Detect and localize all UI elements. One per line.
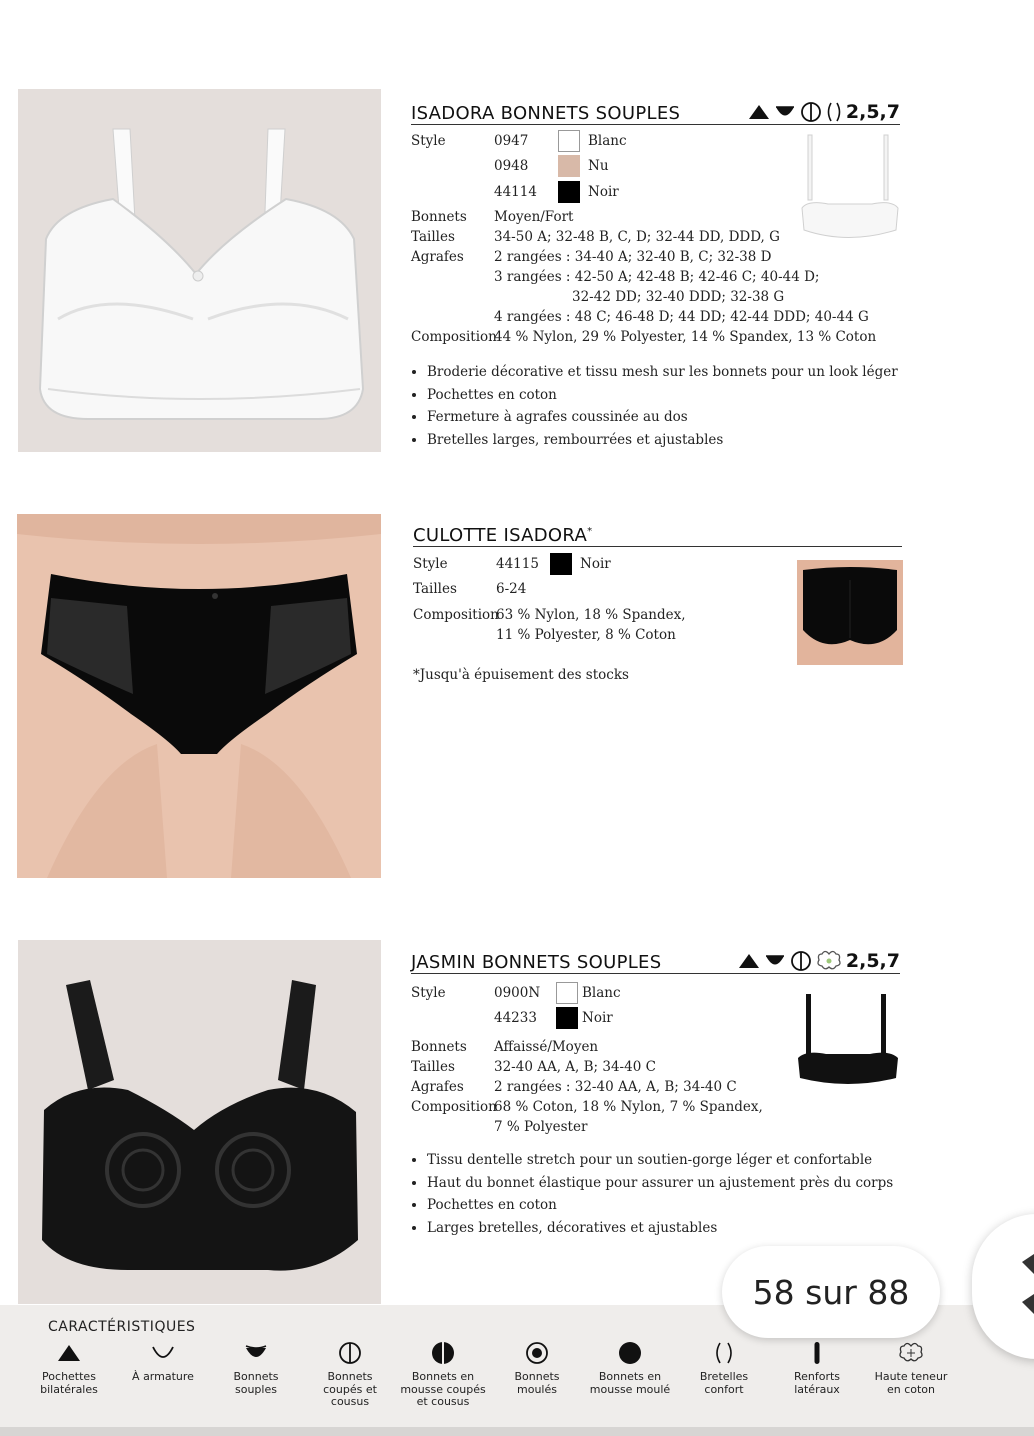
product-thumbnail-back (797, 560, 903, 665)
feature-list (411, 1149, 907, 1239)
style-code: 0900N (494, 984, 541, 1001)
list-item: • Pochettes en coton (427, 1194, 907, 1217)
footnote: *Jusqu'à épuisement des stocks (413, 666, 629, 683)
product-photo-jasmin-bra (18, 940, 381, 1304)
spec-row (411, 1097, 791, 1117)
foam-molded-cup-icon (617, 1341, 643, 1365)
style-code: 0948 (494, 158, 529, 175)
spec-value: 32-42 DD; 32-40 DDD; 32-38 G (572, 288, 785, 305)
spec-row (413, 605, 793, 625)
legend-item-comfort-strap: Bretelles confort (678, 1341, 770, 1396)
style-label: Style (411, 132, 446, 149)
spec-row (411, 327, 891, 347)
product-title-row (411, 92, 900, 125)
spec-value: 68 % Coton, 18 % Nylon, 7 % Spandex, (494, 1099, 763, 1115)
comfort-strap-icon (711, 1341, 737, 1365)
page-counter (722, 1246, 940, 1338)
color-swatch-nude (558, 155, 580, 177)
color-swatch-black (558, 181, 580, 203)
spec-row (411, 1077, 791, 1097)
color-swatch-black (550, 553, 572, 575)
page-counter-text: 58 sur 88 (752, 1272, 910, 1312)
style-color-name: Noir (580, 555, 611, 572)
color-swatch-white (558, 130, 580, 152)
style-label: Style (411, 984, 446, 1001)
spec-value: 2 rangées : 32-40 AA, A, B; 34-40 C (494, 1079, 737, 1095)
product-specs (411, 980, 791, 1137)
spec-value: 3 rangées : 42-50 A; 42-48 B; 42-46 C; 40-44 D; (494, 268, 820, 285)
page-nav-icon (972, 1214, 1034, 1359)
spec-value: 7 % Polyester (494, 1119, 588, 1135)
style-color-name: Noir (582, 1010, 613, 1027)
feature-list (411, 361, 907, 451)
spec-value: 63 % Nylon, 18 % Spandex, (496, 606, 686, 623)
cotton-icon (816, 950, 842, 972)
molded-cup-icon (524, 1341, 550, 1365)
spec-value: 6-24 (496, 580, 527, 597)
legend-item-cotton: Haute teneur en coton (865, 1341, 957, 1396)
legend-item-soft-cup: Bonnets souples (210, 1341, 302, 1396)
product-title-row (411, 943, 900, 974)
next-page-button[interactable] (972, 1214, 1034, 1359)
soft-cup-icon (774, 104, 796, 120)
spec-value: 11 % Polyester, 8 % Coton (496, 626, 676, 643)
style-code: 0947 (494, 132, 529, 149)
spec-label: Composition (413, 606, 499, 623)
product-rating: 2,5,7 (845, 101, 900, 123)
list-item: • Haut du bonnet élastique pour assurer un ajustement près du corps (427, 1172, 907, 1195)
spec-value: 44 % Nylon, 29 % Polyester, 14 % Spandex, 13 % Coton (494, 328, 877, 345)
legend-title: CARACTÉRISTIQUES (48, 1319, 196, 1335)
product-thumbnail-back (796, 990, 900, 1086)
triangle-icon (738, 953, 760, 969)
spec-label: Composition (411, 1099, 497, 1115)
style-color-name: Nu (588, 158, 609, 175)
spec-value: Affaissé/Moyen (494, 1039, 599, 1055)
feature-icons (738, 950, 900, 973)
style-color-name: Blanc (588, 132, 627, 149)
underwire-icon (150, 1341, 176, 1365)
seamed-cup-icon (337, 1341, 363, 1365)
bottom-divider (0, 1427, 1034, 1436)
product-title-row (413, 516, 902, 547)
color-swatch-black (556, 1007, 578, 1029)
spec-label: Bonnets (411, 208, 467, 225)
feature-icons (748, 101, 900, 124)
product-photo-isadora-bra (18, 89, 381, 452)
legend-item-molded-cup: Bonnets moulés (491, 1341, 583, 1396)
legend-item-side-support: Renforts latéraux (771, 1341, 863, 1396)
style-row (411, 980, 791, 1006)
spec-row (411, 1037, 791, 1057)
spec-label: Tailles (411, 228, 455, 245)
product-specs (413, 551, 793, 685)
list-item: • Larges bretelles, décoratives et ajustables (427, 1217, 907, 1240)
spec-value: Moyen/Fort (494, 208, 574, 225)
spec-value: 32-40 AA, A, B; 34-40 C (494, 1059, 656, 1075)
spec-value: 4 rangées : 48 C; 46-48 D; 44 DD; 42-44 DDD; 40-44 G (494, 308, 869, 325)
list-item: • Fermeture à agrafes coussinée au dos (427, 406, 907, 429)
legend-item-pockets: Pochettes bilatérales (23, 1341, 115, 1396)
soft-cup-icon (764, 953, 786, 969)
triangle-icon (56, 1341, 82, 1365)
legend-item-underwire: À armature (117, 1341, 209, 1384)
spec-label: Tailles (413, 580, 457, 597)
legend-item-foam-seamed-cup: Bonnets en mousse coupés et cousus (397, 1341, 489, 1409)
spec-label: Agrafes (411, 248, 464, 265)
spec-row (411, 1057, 791, 1077)
cotton-icon (897, 1341, 925, 1365)
spec-row (413, 579, 793, 599)
list-item: • Tissu dentelle stretch pour un soutien-gorge léger et confortable (427, 1149, 907, 1172)
color-swatch-white (556, 982, 578, 1004)
product-title: CULOTTE ISADORA* (413, 525, 593, 546)
style-code: 44233 (494, 1010, 537, 1027)
product-rating: 2,5,7 (845, 950, 900, 972)
list-item: • Pochettes en coton (427, 384, 907, 407)
list-item: • Bretelles larges, rembourrées et ajustables (427, 429, 907, 452)
triangle-icon (748, 104, 770, 120)
spec-label: Tailles (411, 1059, 455, 1075)
spec-label: Composition (411, 328, 497, 345)
product-title: ISADORA BONNETS SOUPLES (411, 103, 681, 124)
style-label: Style (413, 555, 448, 572)
style-row (413, 551, 793, 577)
style-color-name: Blanc (582, 984, 621, 1001)
style-color-name: Noir (588, 183, 619, 200)
style-row (411, 1006, 791, 1032)
spec-row (411, 247, 891, 267)
soft-cup-icon (243, 1341, 269, 1365)
spec-value: 2 rangées : 34-40 A; 32-40 B, C; 32-38 D (494, 248, 772, 265)
legend-item-foam-molded-cup: Bonnets en mousse moulé (584, 1341, 676, 1396)
comfort-strap-icon (826, 101, 842, 123)
product-photo-isadora-brief (17, 514, 381, 878)
list-item: • Broderie décorative et tissu mesh sur les bonnets pour un look léger (427, 361, 907, 384)
style-code: 44114 (494, 183, 537, 200)
seamed-cup-icon (790, 950, 812, 972)
product-thumbnail-back (798, 130, 902, 242)
foam-seamed-cup-icon (430, 1341, 456, 1365)
product-title: JASMIN BONNETS SOUPLES (411, 952, 662, 973)
style-code: 44115 (496, 555, 539, 572)
spec-value: 34-50 A; 32-48 B, C, D; 32-44 DD, DDD, G (494, 228, 780, 245)
seamed-cup-icon (800, 101, 822, 123)
spec-label: Agrafes (411, 1079, 464, 1095)
side-support-icon (804, 1341, 830, 1365)
legend-item-seamed-cup: Bonnets coupés et cousus (304, 1341, 396, 1409)
spec-label: Bonnets (411, 1039, 467, 1055)
